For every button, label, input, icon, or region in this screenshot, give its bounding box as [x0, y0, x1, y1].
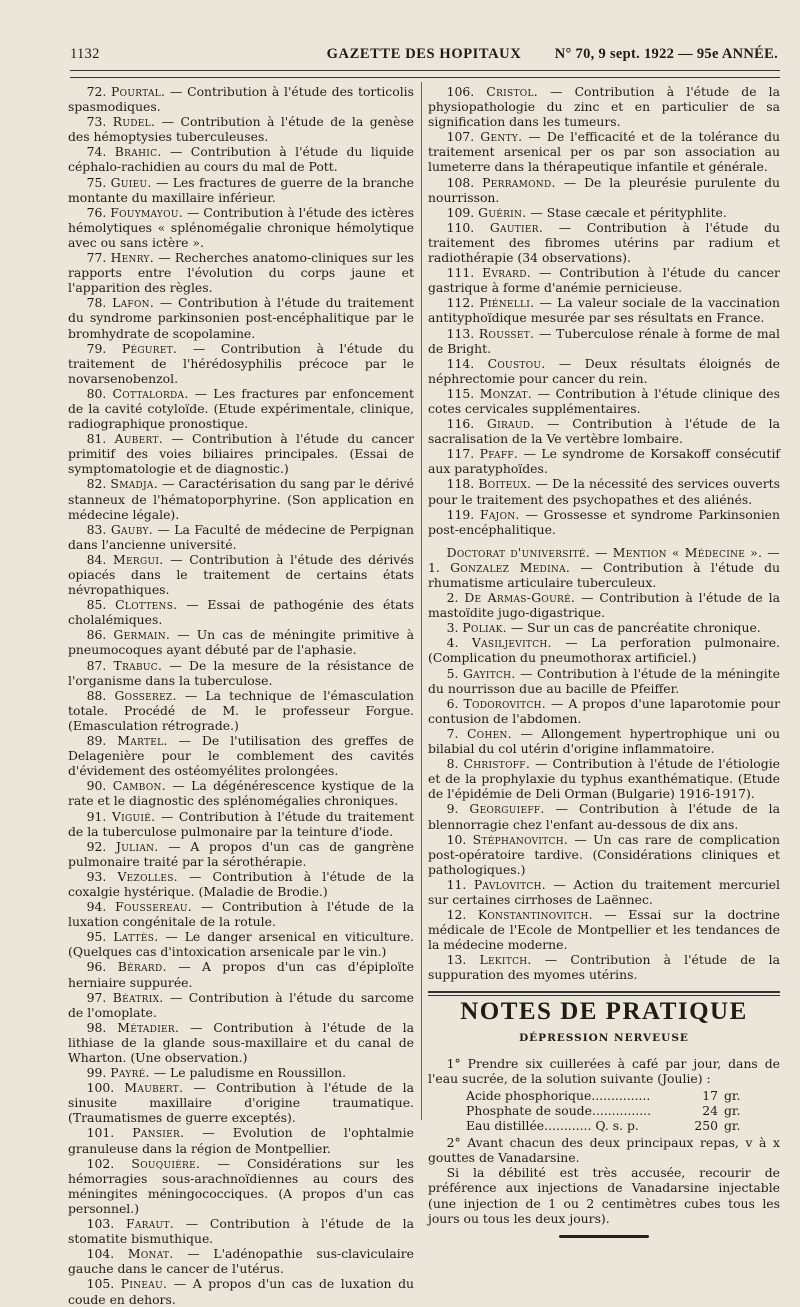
entry-text: — Contribution à l'étude de la lithiase de la glande sous-maxillaire et du canal de Wharton. (Une observation.) — [68, 1019, 414, 1065]
thesis-entry — [428, 696, 780, 726]
entry-text: — Contribution à l'étude du traitement des fibromes utérins par radium et radiothérapie (34 observations). — [428, 219, 780, 266]
entry-author: Bérard. — [117, 959, 167, 975]
thesis-entry — [68, 929, 414, 959]
entry-author: Gosserez. — [114, 687, 177, 703]
entry-author: Trabuc. — [113, 657, 163, 673]
thesis-entry — [68, 1080, 414, 1125]
thesis-entry — [428, 129, 780, 174]
entry-text: — La valeur sociale de la vaccination antityphoïdique mesurée par ses résultats en France. — [428, 295, 780, 326]
thesis-entry — [68, 431, 414, 476]
thesis-entry — [68, 114, 414, 144]
entry-author: Rousset. — [478, 325, 535, 341]
thesis-entry — [428, 265, 780, 295]
entry-number: 74. — [86, 144, 107, 160]
entry-author: Guérin. — [478, 204, 527, 220]
entry-number: 101. — [86, 1125, 115, 1141]
formula-unit: gr. — [724, 1118, 741, 1134]
entry-author: Gonzalez Medina. — [450, 559, 571, 575]
entry-author: Pineau. — [120, 1276, 168, 1292]
right-column — [428, 84, 780, 1238]
thesis-entry — [428, 590, 780, 620]
entry-text: — Contribution à l'étude du traitement de l'hérédosyphilis précoce par le novarsenobenzol. — [68, 340, 414, 386]
entry-author: Genty. — [480, 129, 523, 145]
formula — [466, 1088, 780, 1133]
entry-number: 76. — [86, 204, 107, 220]
entry-number: 110. — [446, 219, 475, 235]
entry-author: Clottens. — [115, 597, 178, 613]
formula-row — [466, 1103, 780, 1118]
thesis-entry — [68, 1065, 414, 1080]
thesis-entry — [428, 220, 780, 265]
thesis-entry — [68, 627, 414, 657]
entry-text: — De l'utilisation des greffes de Delagenière pour le comblement des cavités d'évidement des ostéomyélites prolongées. — [68, 733, 414, 779]
thesis-entry — [68, 658, 414, 688]
entry-author: Smadja. — [110, 476, 158, 492]
entry-text: — Recherches anatomo-cliniques sur les rapports entre l'évolution du corps jaune et l'apparition des règles. — [68, 250, 414, 296]
entry-author: Pourtal. — [111, 84, 166, 99]
entry-author: Cambon. — [112, 778, 166, 794]
entry-text: — Contribution à l'étude du cancer gastrique à forme d'anémie pernicieuse. — [428, 265, 780, 296]
entry-text: — A propos d'un cas de gangrène pulmonaire traité par la sérothérapie. — [68, 838, 414, 869]
thesis-entry — [68, 959, 414, 989]
thesis-list-continued — [428, 84, 780, 537]
entry-number: 86. — [86, 627, 107, 643]
entry-text: — Contribution à l'étude de la luxation congénitale de la rotule. — [68, 899, 414, 930]
formula-qty: 17 — [702, 1087, 718, 1103]
entry-number: 95. — [86, 929, 107, 945]
entry-author: Christoff. — [463, 756, 531, 772]
entry-author: Evrard. — [482, 265, 532, 281]
entry-text: — La dégénérescence kystique de la rate et le diagnostic des splénomégalies chroniques. — [68, 778, 414, 809]
entry-author: Guieu. — [110, 174, 152, 190]
entry-text: — Contribution à l'étude des dérivés opiacés dans le traitement de certains états névropathiques. — [68, 551, 414, 598]
entry-text: — Un cas rare de complication post-opératoire tardive. (Considérations cliniques et pathologiques.) — [428, 831, 780, 877]
thesis-entry — [428, 175, 780, 205]
entry-text: — A propos d'un cas de luxation du coude en dehors. — [68, 1276, 414, 1307]
entry-text: — La Faculté de médecine de Perpignan dans l'ancienne université. — [68, 521, 414, 552]
thesis-entry — [428, 877, 780, 907]
entry-author: Maubert. — [124, 1080, 184, 1096]
entry-number: 114. — [446, 355, 475, 371]
entry-number: 92. — [86, 838, 107, 854]
notes-rule-bottom — [428, 995, 780, 996]
issue-info: N° 70, 9 sept. 1922 — 95e ANNÉE. — [554, 46, 778, 62]
thesis-entry — [68, 778, 414, 808]
entry-text: — Contribution à l'étude de la blennorragie chez l'enfant au-dessous de dix ans. — [428, 801, 780, 832]
thesis-entry — [428, 416, 780, 446]
entry-author: Béatrix. — [112, 989, 164, 1005]
entry-number: 77. — [86, 250, 107, 266]
entry-text: — Le paludisme en Roussillon. — [149, 1065, 347, 1081]
entry-text: — Contribution à l'étude clinique des cotes cervicales supplémentaires. — [428, 385, 780, 416]
entry-text: — Stase cæcale et pérityphlite. — [526, 204, 727, 220]
entry-text: — Contribution à l'étude de la physiopathologie du zinc et en particulier de sa signification dans les tumeurs. — [428, 84, 780, 130]
entry-author: Georguieff. — [469, 801, 545, 817]
entry-text: — Contribution à l'étude de la sinusite maxillaire d'origine traumatique. (Traumatismes de guerre exceptés). — [68, 1080, 414, 1126]
entry-number: 119. — [446, 506, 475, 522]
entry-text: — Le syndrome de Korsakoff consécutif aux paratyphoïdes. — [428, 446, 780, 477]
entry-author: Lafon. — [112, 295, 155, 311]
entry-number: 111. — [446, 265, 475, 281]
entry-text: — Contribution à l'étude du liquide céphalo-rachidien au cours du mal de Pott. — [68, 144, 414, 175]
entry-number: 75. — [86, 174, 107, 190]
notes-subtitle: DÉPRESSION NERVEUSE — [519, 1031, 689, 1044]
entry-author: Pfaff. — [479, 446, 519, 462]
entry-author: Monat. — [127, 1246, 174, 1262]
thesis-entry — [428, 507, 780, 537]
entry-text: — Contribution à l'étude du traitement du syndrome parkinsonien post-encéphalitique par le bromhydrate de scopolamine. — [68, 295, 414, 341]
entry-text: — Contribution à l'étude de la sacralisation de la Ve vertèbre lombaire. — [428, 416, 780, 447]
formula-qty: 24 — [702, 1103, 718, 1118]
entry-text: — Contribution à l'étude du traitement de la tuberculose pulmonaire par la teinture d'iode. — [68, 808, 414, 839]
entry-number: 88. — [86, 687, 107, 703]
thesis-entry — [68, 552, 414, 597]
thesis-entry — [428, 635, 780, 665]
entry-number: 85. — [86, 597, 107, 613]
entry-author: Souquière. — [131, 1155, 201, 1171]
page-number: 1132 — [70, 46, 100, 62]
entry-author: Rudel. — [112, 114, 156, 130]
thesis-entry — [428, 476, 780, 506]
thesis-entry — [428, 295, 780, 325]
entry-number: 107. — [446, 129, 475, 145]
entry-number: 6. — [446, 695, 459, 711]
entry-number: 4. — [446, 635, 459, 651]
entry-author: Giraud. — [486, 416, 535, 432]
thesis-entry — [68, 205, 414, 250]
thesis-entry — [68, 1020, 414, 1065]
entry-text: — De la nécessité des services ouverts pour le traitement des psychopathes et des aliénés. — [428, 476, 780, 507]
formula-unit: gr. — [724, 1103, 741, 1118]
entry-text: — De la mesure de la résistance de l'organisme dans la tuberculose. — [68, 657, 414, 688]
entry-number: 2. — [446, 590, 459, 606]
doctorat-entry-1 — [428, 545, 780, 590]
formula-label: Phosphate de soude............... — [466, 1103, 652, 1118]
entry-author: Monzat. — [479, 385, 533, 401]
formula-row — [466, 1118, 780, 1133]
doctorat-list — [428, 590, 780, 982]
entry-number: 118. — [446, 476, 475, 492]
thesis-entry — [68, 869, 414, 899]
entry-text: — La technique de l'émasculation totale. Procédé de M. le professeur Forgue. (Emasculation rétrograde.) — [68, 687, 414, 733]
entry-number: 10. — [446, 831, 467, 847]
entry-number: 5. — [446, 665, 459, 681]
entry-author: Pansier. — [132, 1125, 185, 1141]
entry-author: Julian. — [116, 838, 159, 854]
header-rule-top — [70, 70, 780, 71]
entry-author: De Armas-Gouré. — [464, 590, 576, 606]
entry-author: Henry. — [110, 250, 154, 266]
entry-number: 97. — [86, 989, 107, 1005]
entry-number: 81. — [86, 431, 107, 447]
thesis-entry — [68, 295, 414, 340]
thesis-entry — [68, 386, 414, 431]
entry-author: Coustou. — [487, 355, 546, 371]
entry-number: 80. — [86, 385, 107, 401]
entry-number: 117. — [446, 446, 475, 462]
thesis-entry — [428, 801, 780, 831]
notes-title: NOTES DE PRATIQUE — [460, 997, 748, 1025]
formula-label: Acide phosphorique............... — [466, 1087, 651, 1103]
entry-text: — Considérations sur les hémorragies sous-arachnoïdiennes au cours des méningites méningococciques. (A propos d'un cas personnel.) — [68, 1155, 414, 1216]
entry-number: 108. — [446, 174, 475, 190]
entry-number: 9. — [446, 801, 459, 817]
entry-text: — Un cas de méningite primitive à pneumocoques ayant débuté par de l'aphasie. — [68, 627, 414, 658]
thesis-entry — [428, 907, 780, 952]
thesis-entry — [68, 341, 414, 386]
entry-text: — Contribution à l'étude de la coxalgie hystérique. (Maladie de Brodie.) — [68, 868, 414, 899]
thesis-entry — [428, 832, 780, 877]
entry-author: Payré. — [110, 1065, 150, 1081]
entry-author: Todorovitch. — [463, 695, 547, 711]
entry-number: 8. — [446, 756, 459, 772]
entry-author: Pavlovitch. — [473, 876, 546, 892]
end-ornament — [559, 1235, 649, 1238]
entry-author: Perramond. — [482, 174, 556, 190]
entry-text: — Contribution à l'étude de la suppuration des myomes utérins. — [428, 952, 780, 983]
entry-text: — Grossesse et syndrome Parkinsonien post-encéphalitique. — [428, 506, 780, 537]
entry-author: Piénelli. — [479, 295, 535, 311]
entry-number: 105. — [86, 1276, 115, 1292]
entry-author: Faraut. — [125, 1216, 174, 1232]
entry-text: — Essai sur la doctrine médicale de l'Ecole de Montpellier et les tendances de la médecine moderne. — [428, 907, 780, 953]
thesis-entry — [68, 175, 414, 205]
entry-author: Cottalorda. — [112, 385, 189, 401]
entry-text: — Deux résultats éloignés de néphrectomie pour cancer du rein. — [428, 355, 780, 386]
entry-text: — Contribution à l'étude des torticolis spasmodiques. — [68, 84, 414, 115]
entry-number: 84. — [86, 551, 107, 567]
entry-text: — La perforation pulmonaire. (Complication du pneumothorax artificiel.) — [428, 635, 780, 666]
entry-author: Brahic. — [114, 144, 162, 160]
entry-number: 94. — [86, 899, 107, 915]
entry-text: — L'adénopathie sus-claviculaire gauche dans le cancer de l'utérus. — [68, 1246, 414, 1277]
entry-number: 104. — [86, 1246, 115, 1262]
entry-author: Boiteux. — [478, 476, 532, 492]
entry-author: Martel. — [117, 733, 168, 749]
thesis-entry — [428, 666, 780, 696]
entry-number: 12. — [446, 907, 467, 923]
entry-number: 109. — [446, 204, 475, 220]
journal-title: GAZETTE DES HOPITAUX — [326, 46, 522, 62]
entry-text: — Les fractures par enfoncement de la cavité cotyloïde. (Etude expérimentale, clinique, radiographique pronostique. — [68, 385, 414, 432]
thesis-entry — [68, 688, 414, 733]
entry-text: — Contribution à l'étude de la mastoïdite jugo-digastrique. — [428, 590, 780, 621]
thesis-entry — [68, 476, 414, 521]
entry-author: Péguret. — [121, 340, 178, 356]
entry-number: 3. — [446, 620, 459, 636]
thesis-entry — [68, 522, 414, 552]
entry-author: Foussereau. — [115, 899, 193, 915]
entry-text: — Contribution à l'étude de la méningite du nourrisson due au bacille de Pfeiffer. — [428, 665, 780, 696]
entry-number: 100. — [86, 1080, 115, 1096]
entry-number: 103. — [86, 1216, 115, 1232]
entry-number: 91. — [86, 808, 107, 824]
entry-number: 87. — [86, 657, 107, 673]
thesis-entry — [428, 620, 780, 635]
entry-text: — Tuberculose rénale à forme de mal de Bright. — [428, 325, 780, 356]
entry-number: 7. — [446, 725, 459, 741]
entry-text: — Caractérisation du sang par le dérivé stanneux de l'hématoporphyrine. (Son application en médecine légale). — [68, 476, 414, 522]
thesis-entry — [68, 733, 414, 778]
notes-paragraph-2: 2° Avant chacun des deux principaux repas, v à x gouttes de Vanadarsine. — [428, 1135, 780, 1166]
thesis-entry — [428, 205, 780, 220]
entry-text: — Allongement hypertrophique uni ou bilabial du col utérin d'origine inflammatoire. — [428, 725, 780, 757]
entry-author: Vasiljevitch. — [471, 635, 552, 651]
entry-author: Aubert. — [114, 431, 163, 447]
thesis-entry — [68, 597, 414, 627]
formula-row — [466, 1088, 780, 1103]
entry-number: 13. — [446, 952, 467, 968]
entry-number: 93. — [86, 868, 107, 884]
thesis-entry — [68, 990, 414, 1020]
entry-number: 72. — [86, 84, 107, 99]
entry-author: Cristol. — [486, 84, 538, 99]
entry-author: Konstantinovitch. — [477, 907, 593, 923]
thesis-entry — [428, 726, 780, 756]
thesis-entry — [68, 1125, 414, 1155]
entry-number: 102. — [86, 1155, 115, 1171]
thesis-entry — [68, 250, 414, 295]
thesis-entry — [428, 446, 780, 476]
thesis-entry — [428, 356, 780, 386]
entry-text: — De l'efficacité et de la tolérance du traitement arsenical per os par son association au lumeterre dans la thérapeutique infantile et générale. — [428, 129, 780, 175]
entry-number: 98. — [86, 1019, 107, 1035]
entry-number: 96. — [86, 959, 107, 975]
entry-author: Fajon. — [479, 506, 520, 522]
entry-text: — Contribution à l'étude du cancer primitif des voies biliaires principales. (Essai de symptomatologie et de diagnostic.) — [68, 431, 414, 477]
entry-number: 83. — [86, 521, 107, 537]
entry-text: — Contribution à l'étude des ictères hémolytiques « splénomégalie chronique hémolytique avec ou sans ictère ». — [68, 204, 414, 250]
entry-author: Lattès. — [113, 929, 159, 945]
thesis-entry — [68, 84, 414, 114]
column-divider — [421, 82, 422, 1120]
header-rule-bottom — [70, 77, 780, 78]
entry-number: 79. — [86, 340, 107, 356]
entry-number: 116. — [446, 416, 475, 432]
thesis-entry — [428, 386, 780, 416]
entry-author: Gayitch. — [462, 665, 516, 681]
entry-text: — Contribution à l'étude de la stomatite bismuthique. — [68, 1216, 414, 1247]
thesis-entry — [428, 84, 780, 129]
entry-author: Vezolles. — [117, 868, 178, 884]
entry-text: — Action du traitement mercuriel sur certaines cirrhoses de Laënnec. — [428, 876, 780, 907]
entry-number: 113. — [446, 325, 475, 341]
entry-text: — De la pleurésie purulente du nourrisson. — [428, 174, 780, 205]
thesis-entry — [68, 899, 414, 929]
entry-text: — Contribution à l'étude du sarcome de l'omoplate. — [68, 989, 414, 1020]
entry-number: 115. — [446, 385, 475, 401]
entry-text: — Essai de pathogénie des états cholalémiques. — [68, 597, 414, 628]
thesis-entry — [68, 839, 414, 869]
entry-text: — Le danger arsenical en viticulture. (Quelques cas d'intoxication arsenicale par le vin.) — [68, 929, 414, 960]
entry-number: 112. — [446, 295, 475, 311]
thesis-entry — [68, 1246, 414, 1276]
entry-number: 99. — [86, 1065, 107, 1081]
entry-text: — Contribution à l'étude de l'étiologie et de la prophylaxie du typhus exanthématique. (Etude de l'épidémie de Deli Orman (Bulgarie) 1916-1917). — [428, 756, 780, 802]
entry-number: 1. — [428, 559, 440, 575]
entry-text: — Sur un cas de pancréatite chronique. — [506, 620, 761, 636]
entry-author: Gautier. — [489, 219, 544, 235]
thesis-entry — [428, 326, 780, 356]
entry-number: 78. — [86, 295, 107, 311]
entry-number: 106. — [446, 84, 475, 99]
entry-author: Gauby. — [110, 521, 153, 537]
doctorat-intro: Doctorat d'université. — Mention « Médecine ». — — [446, 544, 780, 560]
entry-author: Poliak. — [462, 620, 507, 636]
entry-author: Viguié. — [111, 808, 156, 824]
entry-author: Cohen. — [467, 725, 512, 741]
entry-text: — Les fractures de guerre de la branche montante du maxillaire inférieur. — [68, 174, 414, 205]
left-column — [68, 84, 414, 1307]
formula-label: Eau distillée............ Q. s. p. — [466, 1118, 639, 1134]
entry-text: — Evolution de l'ophtalmie granuleuse dans la région de Montpellier. — [68, 1125, 414, 1156]
thesis-entry — [428, 952, 780, 982]
thesis-entry — [428, 756, 780, 801]
thesis-entry — [68, 1156, 414, 1216]
entry-text: — Contribution à l'étude de la genèse des hémoptysies tuberculeuses. — [68, 114, 414, 145]
entry-author: Germain. — [113, 627, 171, 643]
page-header — [70, 46, 778, 66]
entry-author: Métadier. — [117, 1019, 180, 1035]
entry-text: — A propos d'un cas d'épiploïte herniaire suppurée. — [68, 959, 414, 990]
entry-number: 89. — [86, 733, 107, 749]
entry-author: Fouymayou. — [110, 204, 183, 220]
formula-qty: 250 — [694, 1118, 718, 1134]
entry-number: 73. — [86, 114, 107, 130]
thesis-entry — [68, 809, 414, 839]
entry-number: 82. — [86, 476, 107, 492]
entry-author: Mergui. — [113, 551, 164, 567]
entry-text: — A propos d'une laparotomie pour contusion de l'abdomen. — [428, 695, 780, 726]
entry-author: Lekitch. — [479, 952, 532, 968]
formula-unit: gr. — [724, 1087, 741, 1103]
entry-author: Stéphanovitch. — [472, 831, 569, 847]
thesis-entry — [68, 1276, 414, 1306]
thesis-entry — [68, 144, 414, 174]
notes-paragraph-3: Si la débilité est très accusée, recourir de préférence aux injections de Vanadarsine injectable (une injection de 1 ou 2 centimètres cubes tous les jours ou tous les deux jours). — [428, 1165, 780, 1226]
thesis-entry — [68, 1216, 414, 1246]
notes-rule-top — [428, 991, 780, 993]
entry-text: — Contribution à l'étude du rhumatisme articulaire tuberculeux. — [428, 559, 780, 590]
notes-paragraph-1: 1° Prendre six cuillerées à café par jour, dans de l'eau sucrée, de la solution suivante (Joulie) : — [428, 1055, 780, 1086]
entry-number: 11. — [446, 876, 467, 892]
entry-number: 90. — [86, 778, 107, 794]
